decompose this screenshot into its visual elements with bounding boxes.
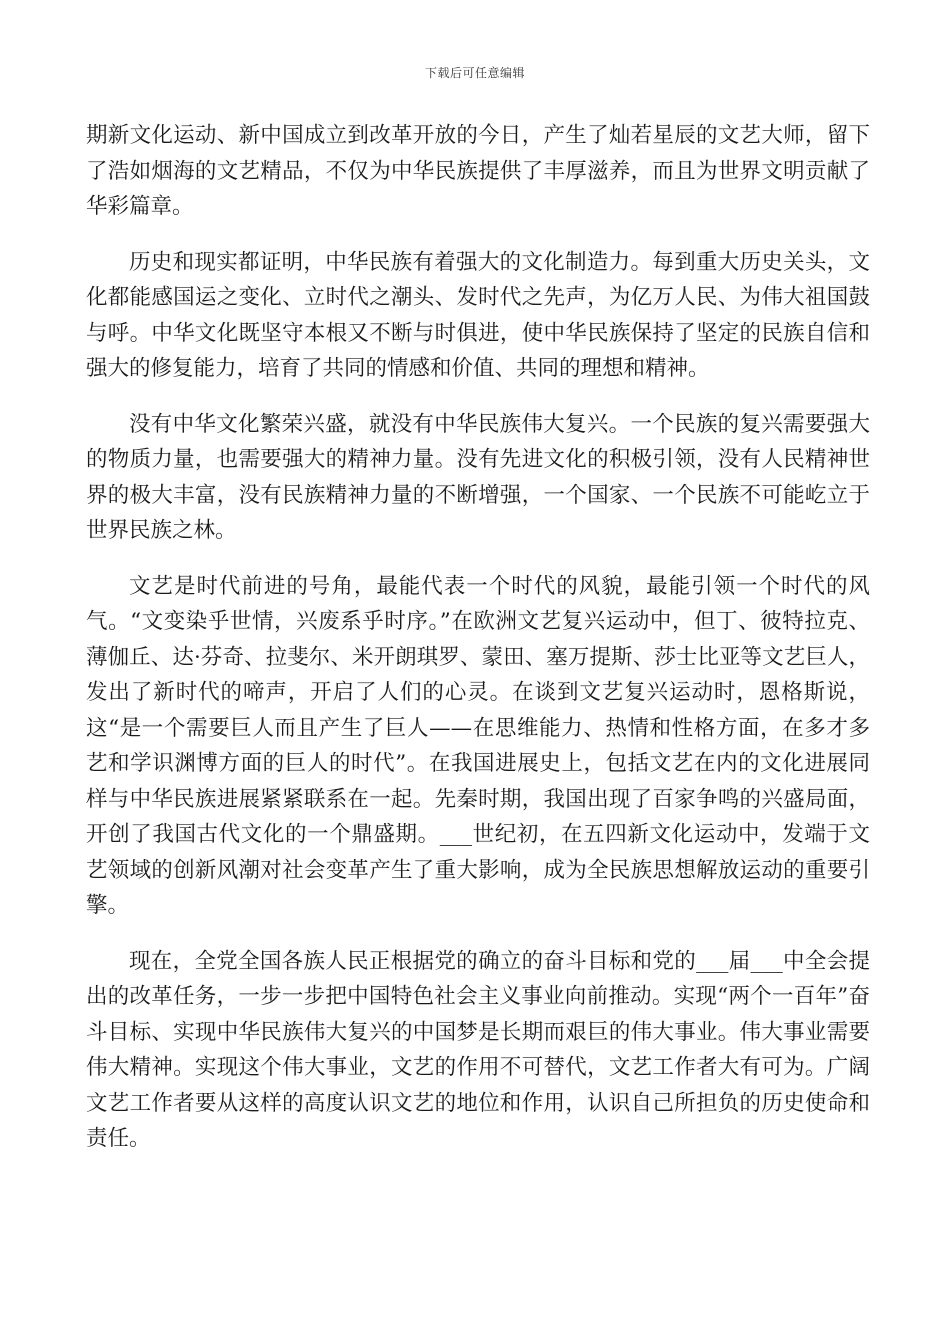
document-body bbox=[86, 118, 870, 1177]
page-header: 下载后可任意编辑 bbox=[424, 66, 525, 80]
paragraph: 文艺是时代前进的号角，最能代表一个时代的风貌，最能引领一个时代的风气。“文变染乎世情，兴废系乎时序。”在欧洲文艺复兴运动中，但丁、彼特拉克、薄伽丘、达·芬奇、拉斐尔、米开朗琪罗、蒙田、塞万提斯、莎士比亚等文艺巨人，发出了新时代的啼声，开启了人们的心灵。在谈到文艺复兴运动时，恩格斯说，这“是一个需要巨人而且产生了巨人——在思维能力、热情和性格方面，在多才多艺和学识渊博方面的巨人的时代”。在我国进展史上，包括文艺在内的文化进展同样与中华民族进展紧紧联系在一起。先秦时期，我国出现了百家争鸣的兴盛局面，开创了我国古代文化的一个鼎盛期。___世纪初，在五四新文化运动中，发端于文艺领域的创新风潮对社会变革产生了重大影响，成为全民族思想解放运动的重要引擎。 bbox=[86, 573, 870, 918]
paragraph: 现在，全党全国各族人民正根据党的确立的奋斗目标和党的___届___中全会提出的改革任务，一步一步把中国特色社会主义事业向前推动。实现“两个一百年”奋斗目标、实现中华民族伟大复兴的中国梦是长期而艰巨的伟大事业。伟大事业需要伟大精神。实现这个伟大事业，文艺的作用不可替代，文艺工作者大有可为。广阔文艺工作者要从这样的高度认识文艺的地位和作用，认识自己所担负的历史使命和责任。 bbox=[86, 948, 870, 1151]
paragraph: 历史和现实都证明，中华民族有着强大的文化制造力。每到重大历史关头，文化都能感国运之变化、立时代之潮头、发时代之先声，为亿万人民、为伟大祖国鼓与呼。中华文化既坚守本根又不断与时俱进，使中华民族保持了坚定的民族自信和强大的修复能力，培育了共同的情感和价值、共同的理想和精神。 bbox=[86, 249, 870, 381]
paragraph: 没有中华文化繁荣兴盛，就没有中华民族伟大复兴。一个民族的复兴需要强大的物质力量，也需要强大的精神力量。没有先进文化的积极引领，没有人民精神世界的极大丰富，没有民族精神力量的不断增强，一个国家、一个民族不可能屹立于世界民族之林。 bbox=[86, 411, 870, 543]
paragraph: 期新文化运动、新中国成立到改革开放的今日，产生了灿若星辰的文艺大师，留下了浩如烟海的文艺精品，不仅为中华民族提供了丰厚滋养，而且为世界文明贡献了华彩篇章。 bbox=[86, 123, 870, 219]
